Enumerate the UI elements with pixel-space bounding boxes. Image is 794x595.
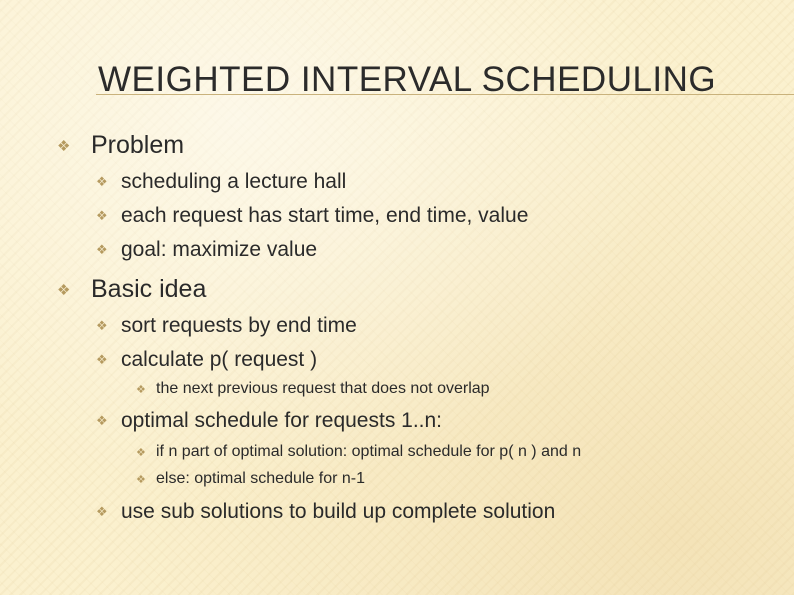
bullet-item [96,314,357,338]
bullet-text: use sub solutions to build up complete solution [121,500,556,523]
bullet-text: if n part of optimal solution: optimal schedule for p( n ) and n [156,443,582,460]
bullet-text: scheduling a lecture hall [121,170,347,193]
slide-title: WEIGHTED INTERVAL SCHEDULING [98,60,717,99]
diamond-bullet-icon: ❖ [136,383,146,396]
bullet-item [136,470,365,488]
diamond-bullet-icon: ❖ [96,208,108,223]
diamond-bullet-icon: ❖ [57,281,71,299]
bullet-text: the next previous request that does not overlap [156,380,490,397]
diamond-bullet-icon: ❖ [136,446,146,459]
bullet-item [136,380,490,398]
bullet-item [96,409,442,433]
diamond-bullet-icon: ❖ [96,174,108,189]
diamond-bullet-icon: ❖ [136,473,146,486]
bullet-text: optimal schedule for requests 1..n: [121,409,443,432]
bullet-text: Basic idea [91,275,207,303]
diamond-bullet-icon: ❖ [96,504,108,519]
diamond-bullet-icon: ❖ [57,137,71,155]
bullet-item [96,238,317,262]
diamond-bullet-icon: ❖ [96,413,108,428]
bullet-text: else: optimal schedule for n-1 [156,470,365,487]
bullet-item [96,204,528,228]
bullet-text: Problem [91,131,185,159]
diamond-bullet-icon: ❖ [96,242,108,257]
bullet-item [96,348,317,372]
bullet-item [96,170,346,194]
bullet-item [57,131,184,160]
bullet-text: calculate p( request ) [121,348,318,371]
bullet-item [57,275,206,304]
bullet-item [96,500,555,524]
title-divider [96,94,794,95]
diamond-bullet-icon: ❖ [96,352,108,367]
diamond-bullet-icon: ❖ [96,318,108,333]
bullet-item [136,443,581,461]
bullet-text: sort requests by end time [121,314,357,337]
bullet-text: goal: maximize value [121,238,318,261]
bullet-text: each request has start time, end time, value [121,204,529,227]
